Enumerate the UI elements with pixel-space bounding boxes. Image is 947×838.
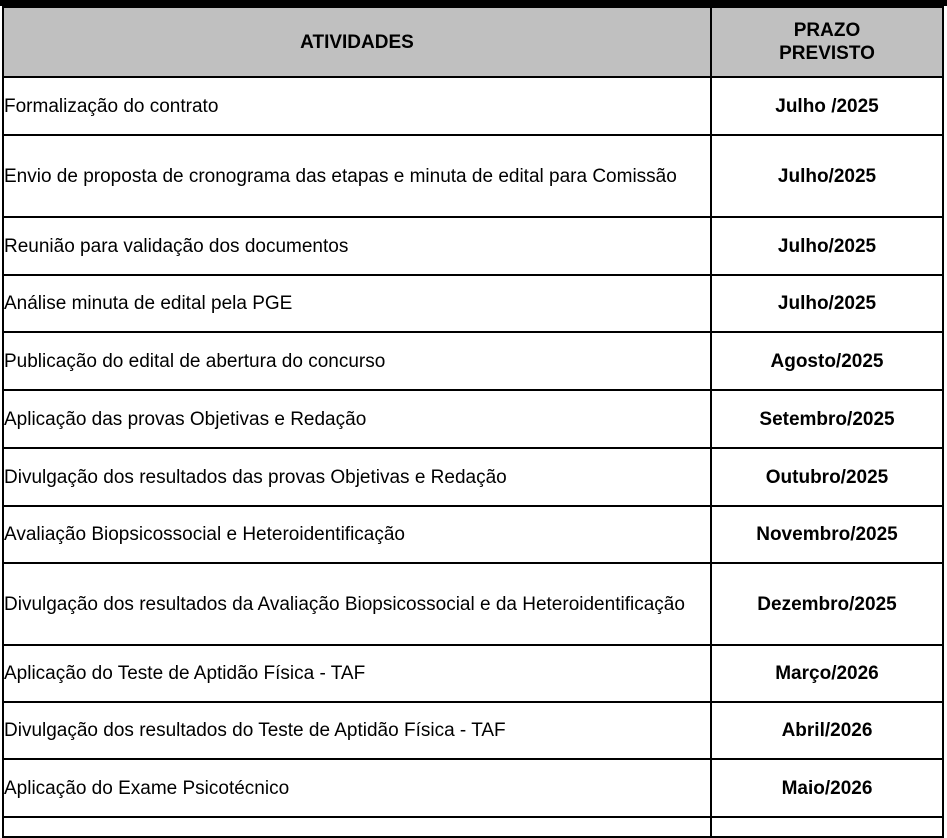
activity-cell: Aplicação do Exame Psicotécnico [3,759,711,817]
activity-cell: Publicação do edital de abertura do concurso [3,332,711,390]
activity-cell: Análise minuta de edital pela PGE [3,275,711,332]
table-row [3,563,943,645]
deadline-cell: Maio/2026 [711,759,943,817]
activity-cell: Aplicação do Teste de Aptidão Física - TAF [3,645,711,702]
schedule-table [2,6,944,838]
table-row [3,506,943,563]
table-header-row [3,7,943,77]
table-row [3,135,943,217]
deadline-cell: Abril/2026 [711,702,943,759]
table-row [3,390,943,448]
deadline-cell: Setembro/2025 [711,390,943,448]
deadline-cell: Novembro/2025 [711,506,943,563]
activity-cell-empty [3,817,711,837]
deadline-cell: Dezembro/2025 [711,563,943,645]
table-row [3,759,943,817]
activity-cell: Avaliação Biopsicossocial e Heteroidentificação [3,506,711,563]
deadline-cell: Julho/2025 [711,217,943,275]
deadline-cell: Agosto/2025 [711,332,943,390]
table-row [3,702,943,759]
activity-cell: Divulgação dos resultados das provas Objetivas e Redação [3,448,711,506]
deadline-cell: Julho/2025 [711,275,943,332]
header-prazo-line2: PREVISTO [779,43,875,64]
deadline-cell: Julho/2025 [711,135,943,217]
table-row-cut-off [3,817,943,837]
header-atividades: ATIVIDADES [3,7,711,77]
table-row [3,217,943,275]
deadline-cell: Outubro/2025 [711,448,943,506]
table-row [3,275,943,332]
activity-cell: Aplicação das provas Objetivas e Redação [3,390,711,448]
activity-cell: Reunião para validação dos documentos [3,217,711,275]
activity-cell: Envio de proposta de cronograma das etapas e minuta de edital para Comissão [3,135,711,217]
header-prazo-line1: PRAZO [793,20,861,41]
deadline-cell: Julho /2025 [711,77,943,135]
table-row [3,645,943,702]
deadline-cell: Março/2026 [711,645,943,702]
deadline-cell-empty [711,817,943,837]
activity-cell: Formalização do contrato [3,77,711,135]
table-row [3,448,943,506]
activity-cell: Divulgação dos resultados da Avaliação Biopsicossocial e da Heteroidentificação [3,563,711,645]
header-prazo-previsto [711,7,943,77]
table-row [3,77,943,135]
table-row [3,332,943,390]
activity-cell: Divulgação dos resultados do Teste de Aptidão Física - TAF [3,702,711,759]
